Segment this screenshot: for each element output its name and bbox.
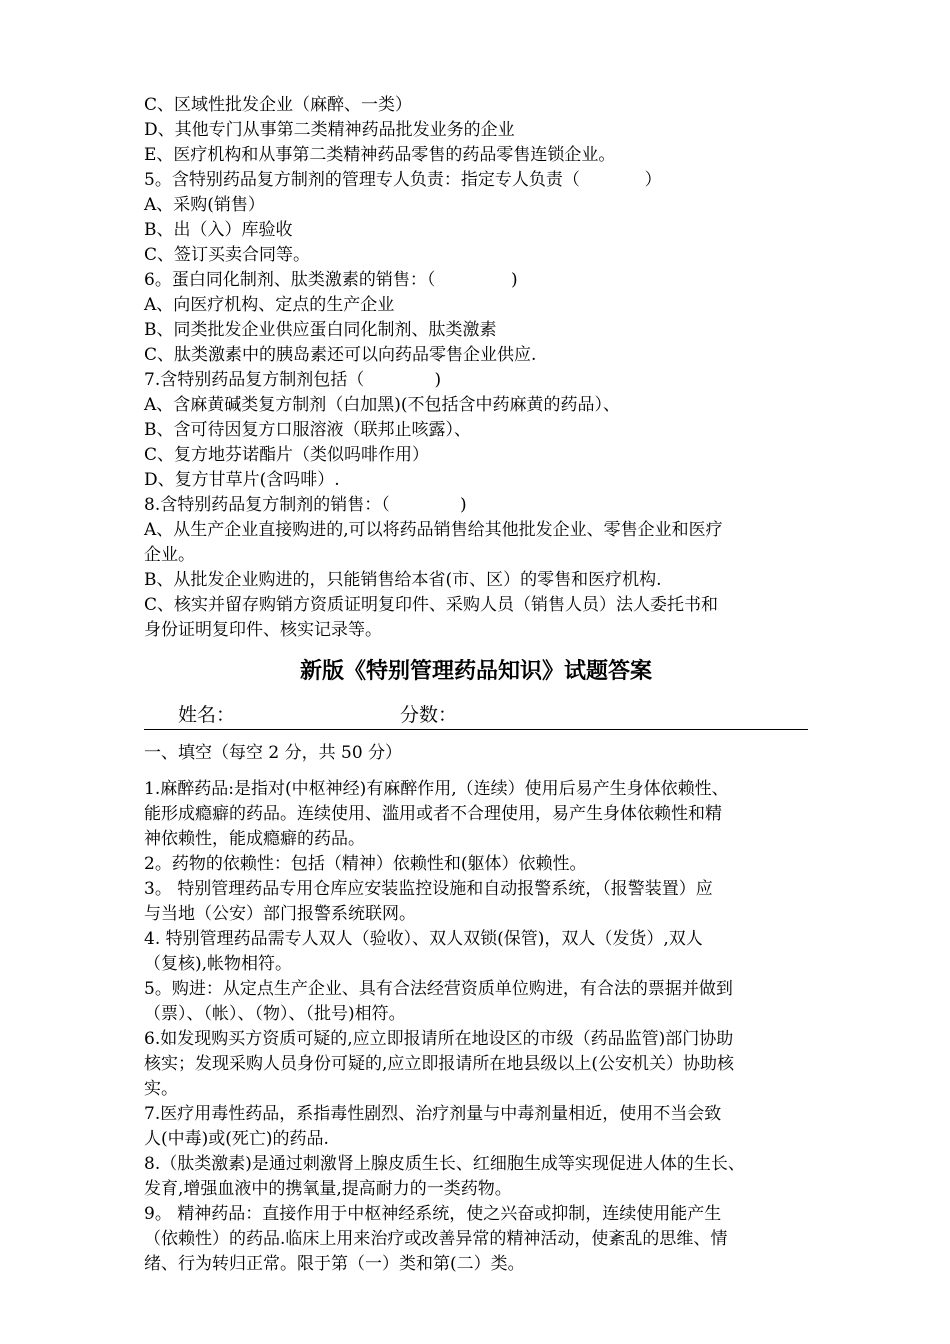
- question-line: B、出（入）库验收: [144, 220, 293, 240]
- answer-line: （票）、（帐）、（物）、（批号)相符。: [144, 1004, 406, 1024]
- answer-line: 神依赖性，能成瘾癖的药品。: [144, 829, 365, 849]
- answer-line: 能形成瘾癖的药品。连续使用、滥用或者不合理使用，易产生身体依赖性和精: [144, 804, 722, 824]
- question-line: C、签订买卖合同等。: [144, 245, 311, 265]
- answer-line: 实。: [144, 1079, 178, 1099]
- answer-line: 与当地（公安）部门报警系统联网。: [144, 904, 416, 924]
- question-line: A、含麻黄碱类复方制剂（白加黑)(不包括含中药麻黄的药品）、: [144, 395, 621, 415]
- score-label: 分数：: [400, 704, 458, 726]
- answer-line: （复核),帐物相符。: [144, 954, 293, 974]
- question-line: A、从生产企业直接购进的,可以将药品销售给其他批发企业、零售企业和医疗: [144, 520, 723, 540]
- answer-line: 人(中毒)或(死亡)的药品.: [144, 1129, 329, 1149]
- question-line: 身份证明复印件、核实记录等。: [144, 620, 382, 640]
- question-line: C、肽类激素中的胰岛素还可以向药品零售企业供应.: [144, 345, 537, 365]
- answer-line: 9。 精神药品：直接作用于中枢神经系统，使之兴奋或抑制，连续使用能产生: [144, 1204, 722, 1224]
- name-label: 姓名：: [178, 704, 236, 726]
- question-line: B、从批发企业购进的，只能销售给本省(市、区）的零售和医疗机构.: [144, 570, 662, 590]
- question-line: B、含可待因复方口服溶液（联邦止咳露）、: [144, 420, 471, 440]
- answer-list: [144, 777, 808, 1277]
- name-score-row: [144, 693, 808, 730]
- document-title: 新版《特别管理药品知识》试题答案: [299, 659, 652, 684]
- question-line: A、采购(销售）: [144, 195, 265, 215]
- document-page: [144, 93, 808, 1277]
- answer-line: 3。 特别管理药品专用仓库应安装监控设施和自动报警系统，（报警装置）应: [144, 879, 713, 899]
- question-line: 企业。: [144, 545, 195, 565]
- question-line: 7.含特别药品复方制剂包括（ ): [144, 370, 442, 390]
- answer-line: 5。购进：从定点生产企业、具有合法经营资质单位购进，有合法的票据并做到: [144, 979, 733, 999]
- question-line: C、区域性批发企业（麻醉、一类）: [144, 95, 413, 115]
- question-line: D、复方甘草片(含吗啡）.: [144, 470, 340, 490]
- question-line: E、医疗机构和从事第二类精神药品零售的药品零售连锁企业。: [144, 145, 616, 165]
- question-line: 5。含特别药品复方制剂的管理专人负责：指定专人负责（ ）: [144, 170, 662, 190]
- question-line: 8.含特别药品复方制剂的销售：（ ): [144, 495, 467, 515]
- answer-line: 7.医疗用毒性药品，系指毒性剧烈、治疗剂量与中毒剂量相近，使用不当会致: [144, 1104, 722, 1124]
- answer-line: 6.如发现购买方资质可疑的,应立即报请所在地设区的市级（药品监管)部门协助: [144, 1029, 734, 1049]
- answer-line: 发育,增强血液中的携氧量,提高耐力的一类药物。: [144, 1179, 512, 1199]
- answer-line: 绪、行为转归正常。限于第（一）类和第(二）类。: [144, 1254, 525, 1274]
- answer-line: （依赖性）的药品.临床上用来治疗或改善异常的精神活动，使紊乱的思维、情: [144, 1229, 728, 1249]
- answer-line: 4. 特别管理药品需专人双人（验收）、双人双锁(保管)，双人（发货）,双人: [144, 929, 703, 949]
- question-line: C、核实并留存购销方资质证明复印件、采购人员（销售人员）法人委托书和: [144, 595, 719, 615]
- section-heading: 一、填空（每空 2 分，共 50 分）: [144, 743, 403, 763]
- answer-line: 1.麻醉药品:是指对(中枢神经)有麻醉作用,（连续）使用后易产生身体依赖性、: [144, 779, 729, 799]
- question-line: C、复方地芬诺酯片（类似吗啡作用）: [144, 445, 430, 465]
- question-line: A、向医疗机构、定点的生产企业: [144, 295, 395, 315]
- question-line: D、其他专门从事第二类精神药品批发业务的企业: [144, 120, 515, 140]
- answer-line: 8.（肽类激素)是通过刺激肾上腺皮质生长、红细胞生成等实现促进人体的生长、: [144, 1154, 745, 1174]
- answer-line: 2。药物的依赖性：包括（精神）依赖性和(躯体）依赖性。: [144, 854, 587, 874]
- question-line: B、同类批发企业供应蛋白同化制剂、肽类激素: [144, 320, 497, 340]
- question-line: 6。蛋白同化制剂、肽类激素的销售：（ ): [144, 270, 518, 290]
- question-list: [144, 93, 808, 643]
- answer-line: 核实；发现采购人员身份可疑的,应立即报请所在地县级以上(公安机关）协助核: [144, 1054, 735, 1074]
